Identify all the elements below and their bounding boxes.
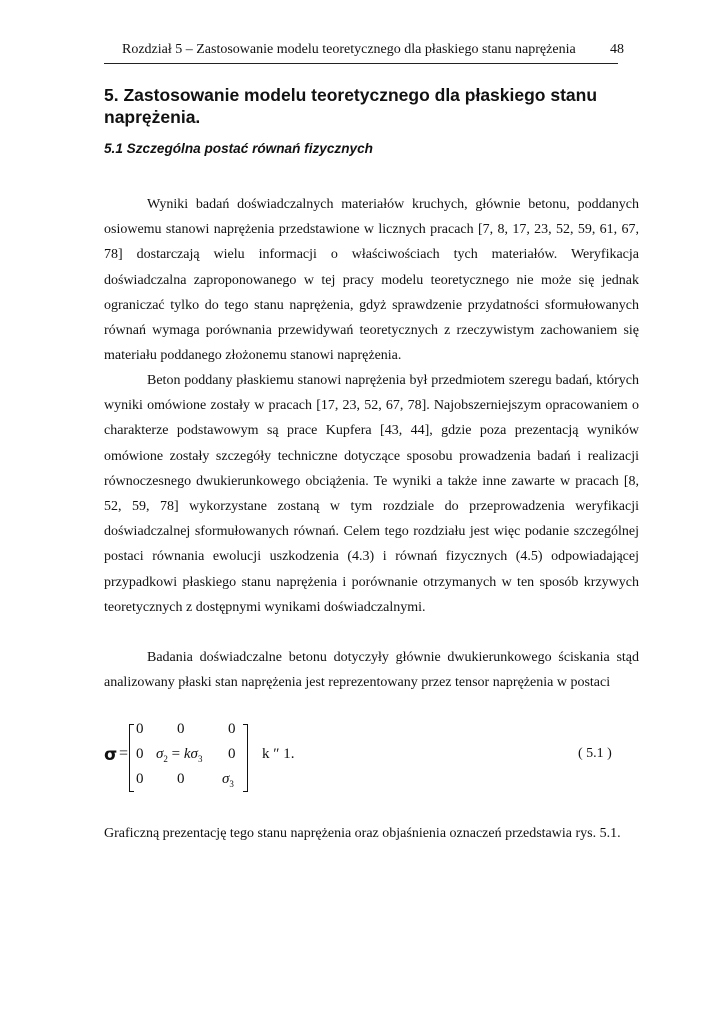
equation-equals: = <box>119 745 129 762</box>
matrix-cell: 0 <box>228 721 236 737</box>
paragraph-2: Beton poddany płaskiemu stanowi naprężenia był przedmiotem szeregu badań, których wyniki omówione zostały w pracach [17, 23, 52, 67, 78]. Najobszerniejszym opracowaniem o charakterze podstawowym są prace Kupfera [43, 44], gdzie poza prezentacją wyników omówione zostały szczegóły techniczne dotyczące sposobu prowadzenia badań i realizacji równoczesnego dwukierunkowego obciążenia. Te wyniki a także inne zawarte w pracach [8, 52, 59, 78] wykorzystane zostaną w tym rozdziale do przeprowadzenia weryfikacji doświadczalnej sformułowanych równań. Celem tego rozdziału jest więc podanie szczególnej postaci równania ewolucji uszkodzenia (4.3) i równań fizycznych (4.5) odpowiadającej przypadkowi płaskiego stanu naprężenia i porównanie otrzymanych w ten sposób krzywych teoretycznych z dostępnymi wynikami doświadczalnymi. <box>104 373 639 615</box>
matrix-cell: 0 <box>177 771 185 787</box>
matrix-cell: 0 <box>177 721 185 737</box>
matrix-left-bracket <box>129 724 134 792</box>
matrix-cell: 0 <box>136 746 144 762</box>
section-title: 5.1 Szczególna postać równań fizycznych <box>104 141 373 156</box>
page-number: 48 <box>610 42 624 57</box>
paragraph-4: Graficzną prezentację tego stanu naprężenia oraz objaśnienia oznaczeń przedstawia rys. 5.1. <box>104 826 621 841</box>
equation-condition: k ″ 1. <box>262 746 295 762</box>
matrix-cell: 0 <box>228 746 236 762</box>
matrix-cell-sigma3: $\sigma_3$ <box>222 771 234 789</box>
running-header <box>104 41 624 64</box>
paragraph-3: Badania doświadczalne betonu dotyczyły głównie dwukierunkowego ściskania stąd analizowany płaski stan naprężenia jest reprezentowany przez tensor naprężenia w postaci <box>104 650 639 691</box>
matrix-cell-sigma2: $\sigma_2 = k\sigma_3$ <box>156 746 203 764</box>
chapter-title: 5. Zastosowanie modelu teoretycznego dla płaskiego stanu naprężenia. <box>104 85 598 127</box>
matrix-cell: 0 <box>136 721 144 737</box>
stress-tensor-equation <box>104 720 644 795</box>
matrix-right-bracket <box>243 724 248 792</box>
equation-lhs: σ <box>104 745 118 765</box>
equation-number: ( 5.1 ) <box>578 746 612 761</box>
running-header-title: Rozdział 5 – Zastosowanie modelu teoretycznego dla płaskiego stanu naprężenia <box>122 42 576 57</box>
matrix-cell: 0 <box>136 771 144 787</box>
paragraph-1: Wyniki badań doświadczalnych materiałów kruchych, głównie betonu, poddanych osiowemu stanowi naprężenia przedstawione w licznych pracach [7, 8, 17, 23, 52, 59, 61, 67, 78] dostarczają wielu informacji o właściwościach tych materiałów. Weryfikacja doświadczalna zaproponowanego w tej pracy modelu teoretycznego nie może się jednak ograniczać tylko do tego stanu naprężenia, gdyż sprawdzenie przydatności sformułowanych równań wymaga porównania przewidywań teoretycznych z rzeczywistym zachowaniem się materiału poddanego złożonemu stanowi naprężenia. <box>104 197 639 364</box>
